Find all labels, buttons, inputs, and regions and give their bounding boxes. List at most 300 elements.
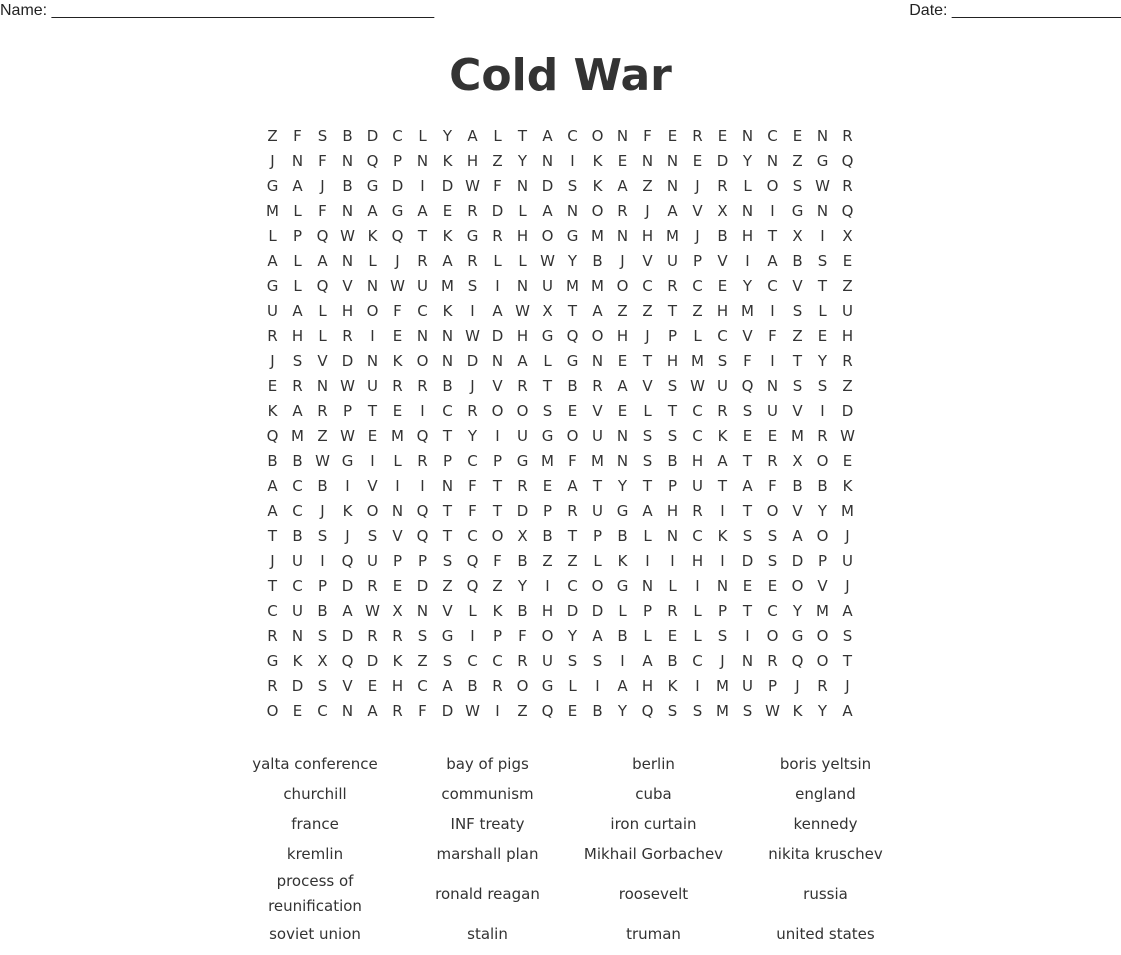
grid-letter: C xyxy=(692,277,703,295)
grid-row xyxy=(260,624,860,649)
grid-letter: R xyxy=(392,702,403,720)
grid-letter: O xyxy=(766,502,779,520)
grid-letter: T xyxy=(517,127,528,145)
grid-letter: I xyxy=(495,702,500,720)
grid-letter: V xyxy=(642,377,653,395)
grid-letter: N xyxy=(416,152,429,170)
name-field[interactable]: Name: ___________________________________________ xyxy=(0,2,435,19)
grid-letter: R xyxy=(842,352,853,370)
grid-letter: C xyxy=(767,127,778,145)
grid-letter: S xyxy=(367,527,378,545)
grid-letter: A xyxy=(617,677,628,695)
grid-letter: H xyxy=(691,452,704,470)
grid-letter: V xyxy=(492,377,503,395)
grid-letter: B xyxy=(592,252,603,270)
grid-letter: H xyxy=(341,302,354,320)
grid-letter: T xyxy=(767,227,778,245)
grid-letter: S xyxy=(667,427,678,445)
grid-letter: P xyxy=(317,577,328,595)
grid-letter: J xyxy=(320,502,325,520)
grid-letter: T xyxy=(492,477,503,495)
grid-letter: R xyxy=(467,252,478,270)
grid-letter: C xyxy=(292,577,303,595)
grid-letter: E xyxy=(567,702,578,720)
grid-letter: O xyxy=(566,427,579,445)
grid-letter: N xyxy=(516,277,529,295)
grid-letter: G xyxy=(516,452,529,470)
grid-letter: N xyxy=(391,502,404,520)
grid-letter: N xyxy=(416,602,429,620)
grid-letter: B xyxy=(442,377,453,395)
grid-letter: D xyxy=(441,177,454,195)
grid-letter: B xyxy=(342,127,353,145)
grid-letter: N xyxy=(441,352,454,370)
grid-row xyxy=(260,299,860,324)
grid-letter: U xyxy=(367,377,378,395)
grid-letter: S xyxy=(742,702,753,720)
grid-letter: A xyxy=(442,252,453,270)
word-row xyxy=(230,809,924,839)
grid-letter: G xyxy=(616,577,629,595)
grid-letter: K xyxy=(717,427,728,445)
grid-letter: G xyxy=(266,177,279,195)
grid-letter: U xyxy=(417,277,428,295)
grid-letter: U xyxy=(717,377,728,395)
grid-letter: P xyxy=(392,152,403,170)
grid-letter: Y xyxy=(517,577,528,595)
grid-letter: D xyxy=(341,627,354,645)
word-bank-item: marshall plan xyxy=(436,844,539,863)
grid-letter: N xyxy=(641,577,654,595)
grid-letter: H xyxy=(291,327,304,345)
grid-letter: T xyxy=(742,452,753,470)
grid-letter: P xyxy=(442,452,453,470)
grid-letter: A xyxy=(367,202,378,220)
grid-letter: B xyxy=(267,452,278,470)
grid-letter: L xyxy=(818,302,827,320)
grid-letter: U xyxy=(292,602,303,620)
grid-letter: L xyxy=(368,252,377,270)
grid-letter: Q xyxy=(791,652,804,670)
word-bank-item: england xyxy=(795,784,856,803)
grid-letter: A xyxy=(767,252,778,270)
grid-letter: J xyxy=(795,677,800,695)
grid-letter: D xyxy=(466,352,479,370)
grid-letter: L xyxy=(418,127,427,145)
grid-letter: G xyxy=(816,152,829,170)
grid-letter: M xyxy=(666,227,679,245)
grid-letter: N xyxy=(641,152,654,170)
grid-letter: M xyxy=(266,202,279,220)
word-bank-item: ronald reagan xyxy=(435,884,540,903)
grid-letter: B xyxy=(592,702,603,720)
grid-letter: J xyxy=(395,252,400,270)
grid-letter: E xyxy=(442,202,453,220)
grid-letter: L xyxy=(743,177,752,195)
grid-letter: I xyxy=(645,552,650,570)
grid-letter: H xyxy=(516,327,529,345)
grid-row xyxy=(260,274,860,299)
grid-letter: L xyxy=(643,627,652,645)
grid-letter: S xyxy=(792,377,803,395)
grid-letter: I xyxy=(595,677,600,695)
grid-letter: L xyxy=(493,252,502,270)
grid-letter: R xyxy=(592,377,603,395)
grid-letter: I xyxy=(495,427,500,445)
grid-letter: X xyxy=(792,227,803,245)
date-field[interactable]: Date: ___________________ xyxy=(909,2,1121,19)
grid-letter: W xyxy=(690,377,705,395)
grid-letter: U xyxy=(592,427,603,445)
grid-letter: Z xyxy=(492,152,503,170)
grid-letter: N xyxy=(766,152,779,170)
grid-letter: Q xyxy=(466,552,479,570)
grid-letter: Q xyxy=(316,227,329,245)
grid-letter: H xyxy=(466,152,479,170)
word-bank-item: nikita kruschev xyxy=(768,844,883,863)
grid-letter: R xyxy=(267,627,278,645)
grid-letter: S xyxy=(667,702,678,720)
grid-letter: N xyxy=(566,202,579,220)
grid-letter: R xyxy=(817,427,828,445)
grid-letter: P xyxy=(592,527,603,545)
grid-letter: Z xyxy=(517,702,528,720)
grid-letter: R xyxy=(667,277,678,295)
grid-letter: S xyxy=(592,652,603,670)
grid-letter: F xyxy=(518,627,527,645)
grid-letter: T xyxy=(792,352,803,370)
grid-letter: C xyxy=(292,477,303,495)
grid-letter: F xyxy=(493,177,502,195)
grid-letter: J xyxy=(270,352,275,370)
grid-letter: N xyxy=(741,652,754,670)
grid-letter: I xyxy=(670,552,675,570)
grid-letter: K xyxy=(367,227,378,245)
grid-letter: V xyxy=(692,202,703,220)
word-bank-item: cuba xyxy=(635,784,672,803)
grid-letter: B xyxy=(467,677,478,695)
grid-letter: B xyxy=(542,527,553,545)
grid-letter: F xyxy=(743,352,752,370)
grid-letter: A xyxy=(792,527,803,545)
grid-letter: L xyxy=(268,227,277,245)
grid-letter: P xyxy=(667,327,678,345)
grid-letter: V xyxy=(342,277,353,295)
word-bank-item: INF treaty xyxy=(450,814,525,833)
grid-letter: Y xyxy=(617,477,628,495)
grid-letter: C xyxy=(317,702,328,720)
grid-letter: U xyxy=(292,552,303,570)
grid-letter: A xyxy=(542,202,553,220)
grid-letter: E xyxy=(742,427,753,445)
grid-letter: B xyxy=(317,602,328,620)
grid-letter: V xyxy=(792,502,803,520)
grid-letter: W xyxy=(390,277,405,295)
grid-letter: I xyxy=(470,302,475,320)
grid-letter: L xyxy=(293,277,302,295)
grid-letter: B xyxy=(817,477,828,495)
grid-letter: R xyxy=(667,602,678,620)
grid-letter: X xyxy=(392,602,403,620)
grid-letter: H xyxy=(841,327,854,345)
grid-letter: R xyxy=(817,677,828,695)
grid-letter: I xyxy=(695,677,700,695)
grid-letter: D xyxy=(341,577,354,595)
grid-row xyxy=(260,649,860,674)
grid-letter: A xyxy=(642,502,653,520)
grid-letter: E xyxy=(717,127,728,145)
grid-letter: D xyxy=(366,127,379,145)
grid-letter: T xyxy=(842,652,853,670)
grid-letter: X xyxy=(717,202,728,220)
grid-letter: N xyxy=(666,177,679,195)
grid-letter: E xyxy=(742,577,753,595)
grid-row xyxy=(260,224,860,249)
grid-row xyxy=(260,524,860,549)
grid-letter: R xyxy=(417,377,428,395)
grid-letter: K xyxy=(442,302,453,320)
grid-letter: S xyxy=(442,552,453,570)
grid-letter: R xyxy=(517,652,528,670)
grid-letter: K xyxy=(667,677,678,695)
grid-letter: E xyxy=(367,677,378,695)
grid-letter: N xyxy=(616,127,629,145)
grid-letter: S xyxy=(767,527,778,545)
grid-letter: G xyxy=(466,227,479,245)
grid-letter: W xyxy=(340,377,355,395)
word-bank-item: churchill xyxy=(283,784,347,803)
grid-letter: C xyxy=(467,652,478,670)
grid-letter: B xyxy=(667,652,678,670)
grid-letter: O xyxy=(266,702,279,720)
grid-letter: I xyxy=(720,502,725,520)
grid-letter: Y xyxy=(567,627,578,645)
grid-letter: C xyxy=(492,652,503,670)
grid-letter: N xyxy=(516,177,529,195)
grid-letter: N xyxy=(491,352,504,370)
grid-letter: J xyxy=(320,177,325,195)
grid-letter: B xyxy=(792,477,803,495)
grid-row xyxy=(260,549,860,574)
grid-letter: R xyxy=(342,327,353,345)
grid-letter: F xyxy=(493,552,502,570)
grid-letter: D xyxy=(741,552,754,570)
grid-letter: A xyxy=(717,452,728,470)
grid-letter: L xyxy=(318,327,327,345)
grid-letter: H xyxy=(691,552,704,570)
grid-letter: L xyxy=(518,202,527,220)
grid-letter: Y xyxy=(567,252,578,270)
grid-letter: I xyxy=(745,627,750,645)
grid-letter: L xyxy=(693,627,702,645)
grid-letter: J xyxy=(470,377,475,395)
grid-letter: Y xyxy=(817,702,828,720)
grid-letter: E xyxy=(617,402,628,420)
grid-letter: Y xyxy=(792,602,803,620)
word-row xyxy=(230,779,924,809)
grid-letter: N xyxy=(666,152,679,170)
grid-letter: I xyxy=(770,202,775,220)
grid-letter: N xyxy=(541,152,554,170)
grid-letter: E xyxy=(267,377,278,395)
grid-letter: T xyxy=(442,502,453,520)
word-row xyxy=(230,919,924,949)
grid-letter: B xyxy=(517,602,528,620)
grid-letter: N xyxy=(816,127,829,145)
word-bank-item: communism xyxy=(441,784,534,803)
grid-letter: B xyxy=(792,252,803,270)
grid-letter: I xyxy=(420,402,425,420)
grid-letter: U xyxy=(517,427,528,445)
grid-letter: J xyxy=(845,527,850,545)
grid-letter: Q xyxy=(341,652,354,670)
grid-letter: H xyxy=(616,327,629,345)
grid-letter: S xyxy=(442,652,453,670)
grid-letter: E xyxy=(617,152,628,170)
grid-letter: Y xyxy=(442,127,453,145)
grid-letter: W xyxy=(465,327,480,345)
grid-letter: K xyxy=(792,702,803,720)
grid-letter: O xyxy=(516,402,529,420)
grid-letter: S xyxy=(292,352,303,370)
grid-letter: P xyxy=(542,502,553,520)
grid-letter: K xyxy=(342,502,353,520)
grid-letter: I xyxy=(420,477,425,495)
grid-letter: D xyxy=(491,202,504,220)
grid-letter: Q xyxy=(416,527,429,545)
grid-letter: S xyxy=(742,527,753,545)
grid-letter: T xyxy=(742,502,753,520)
grid-letter: B xyxy=(517,552,528,570)
grid-letter: E xyxy=(842,452,853,470)
grid-letter: R xyxy=(392,627,403,645)
grid-letter: R xyxy=(417,252,428,270)
grid-letter: D xyxy=(341,352,354,370)
grid-letter: N xyxy=(716,577,729,595)
grid-letter: S xyxy=(817,252,828,270)
grid-letter: N xyxy=(741,202,754,220)
grid-letter: R xyxy=(317,402,328,420)
grid-letter: N xyxy=(341,202,354,220)
grid-letter: A xyxy=(317,252,328,270)
grid-row xyxy=(260,699,860,724)
grid-letter: T xyxy=(417,227,428,245)
grid-letter: D xyxy=(391,177,404,195)
grid-row xyxy=(260,674,860,699)
grid-letter: R xyxy=(617,202,628,220)
grid-letter: K xyxy=(717,527,728,545)
grid-letter: O xyxy=(766,627,779,645)
grid-row xyxy=(260,374,860,399)
grid-letter: R xyxy=(692,502,703,520)
grid-letter: I xyxy=(695,577,700,595)
grid-letter: O xyxy=(591,127,604,145)
grid-letter: R xyxy=(692,127,703,145)
grid-letter: R xyxy=(267,677,278,695)
grid-letter: H xyxy=(516,227,529,245)
grid-letter: T xyxy=(742,602,753,620)
grid-letter: Z xyxy=(642,177,653,195)
grid-letter: I xyxy=(820,227,825,245)
word-bank-item: russia xyxy=(803,884,848,903)
word-bank-item: yalta conference xyxy=(252,754,378,773)
grid-letter: Z xyxy=(842,377,853,395)
grid-letter: U xyxy=(692,477,703,495)
grid-letter: W xyxy=(340,227,355,245)
grid-letter: V xyxy=(592,402,603,420)
grid-row xyxy=(260,249,860,274)
grid-letter: E xyxy=(667,627,678,645)
grid-letter: Q xyxy=(741,377,754,395)
grid-letter: N xyxy=(341,702,354,720)
grid-letter: N xyxy=(591,352,604,370)
grid-letter: M xyxy=(591,277,604,295)
grid-letter: F xyxy=(643,127,652,145)
grid-letter: A xyxy=(617,177,628,195)
grid-letter: W xyxy=(515,302,530,320)
grid-letter: T xyxy=(567,302,578,320)
grid-letter: S xyxy=(717,352,728,370)
grid-letter: U xyxy=(367,552,378,570)
grid-letter: I xyxy=(745,252,750,270)
grid-letter: D xyxy=(791,552,804,570)
grid-letter: N xyxy=(341,252,354,270)
grid-letter: L xyxy=(618,602,627,620)
grid-letter: O xyxy=(541,227,554,245)
grid-letter: G xyxy=(341,452,354,470)
grid-letter: G xyxy=(441,627,454,645)
word-bank-item: bay of pigs xyxy=(446,754,529,773)
word-row xyxy=(230,839,924,869)
grid-letter: Z xyxy=(442,577,453,595)
grid-letter: S xyxy=(542,402,553,420)
grid-letter: T xyxy=(667,402,678,420)
grid-letter: C xyxy=(417,302,428,320)
grid-letter: S xyxy=(742,402,753,420)
grid-letter: J xyxy=(645,202,650,220)
grid-letter: S xyxy=(317,627,328,645)
grid-letter: R xyxy=(767,452,778,470)
grid-letter: X xyxy=(542,302,553,320)
grid-letter: C xyxy=(717,327,728,345)
grid-letter: S xyxy=(667,377,678,395)
grid-letter: P xyxy=(817,552,828,570)
grid-letter: C xyxy=(692,527,703,545)
grid-letter: G xyxy=(366,177,379,195)
grid-letter: N xyxy=(441,327,454,345)
grid-letter: W xyxy=(340,427,355,445)
letter-grid xyxy=(260,124,860,724)
grid-letter: Y xyxy=(817,352,828,370)
grid-letter: I xyxy=(820,402,825,420)
grid-letter: R xyxy=(842,127,853,145)
grid-letter: T xyxy=(442,427,453,445)
grid-letter: O xyxy=(766,177,779,195)
grid-letter: U xyxy=(767,402,778,420)
grid-letter: I xyxy=(770,302,775,320)
grid-letter: S xyxy=(792,177,803,195)
grid-letter: B xyxy=(342,177,353,195)
grid-letter: X xyxy=(317,652,328,670)
grid-letter: R xyxy=(517,377,528,395)
grid-letter: D xyxy=(441,702,454,720)
grid-letter: C xyxy=(692,652,703,670)
grid-letter: L xyxy=(568,677,577,695)
grid-letter: L xyxy=(468,602,477,620)
grid-letter: S xyxy=(467,277,478,295)
word-row xyxy=(230,749,924,779)
grid-letter: O xyxy=(491,527,504,545)
